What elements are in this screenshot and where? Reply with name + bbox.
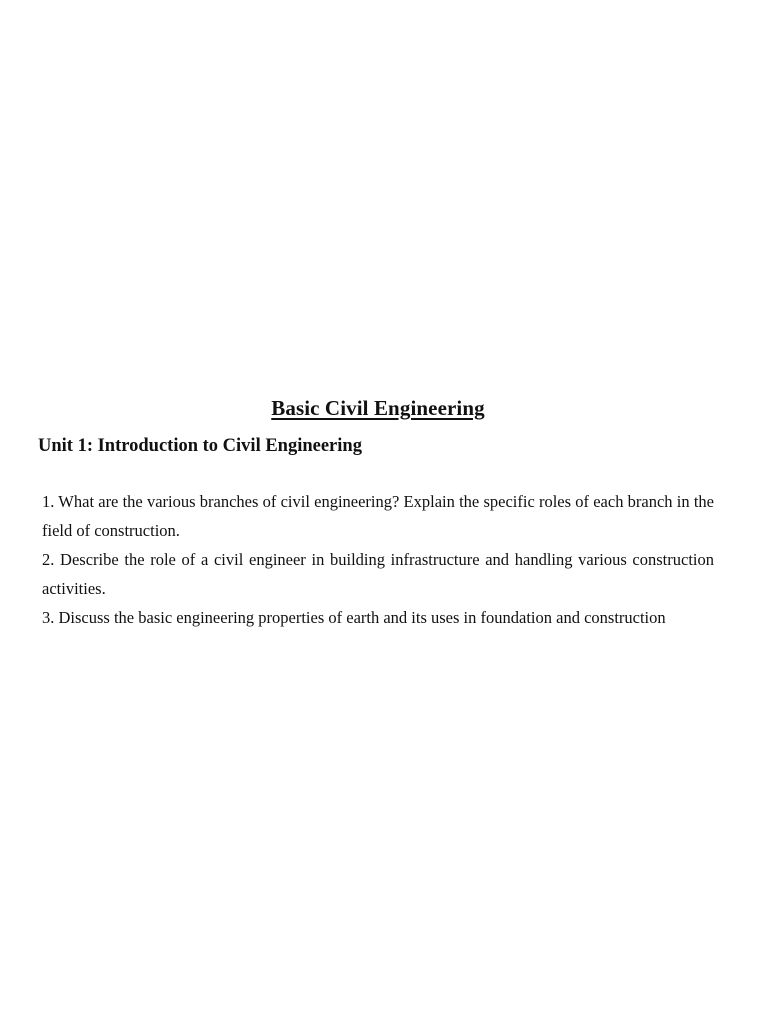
document-title: Basic Civil Engineering xyxy=(271,396,485,420)
question-item: 1. What are the various branches of civil engineering? Explain the specific roles of each branch in the field of construction. xyxy=(42,492,714,540)
unit-heading: Unit 1: Introduction to Civil Engineering xyxy=(38,436,362,456)
question-item: 3. Discuss the basic engineering properties of earth and its uses in foundation and construction xyxy=(42,608,666,627)
question-list xyxy=(42,487,714,632)
question-item: 2. Describe the role of a civil engineer in building infrastructure and handling various construction activities. xyxy=(42,550,714,598)
